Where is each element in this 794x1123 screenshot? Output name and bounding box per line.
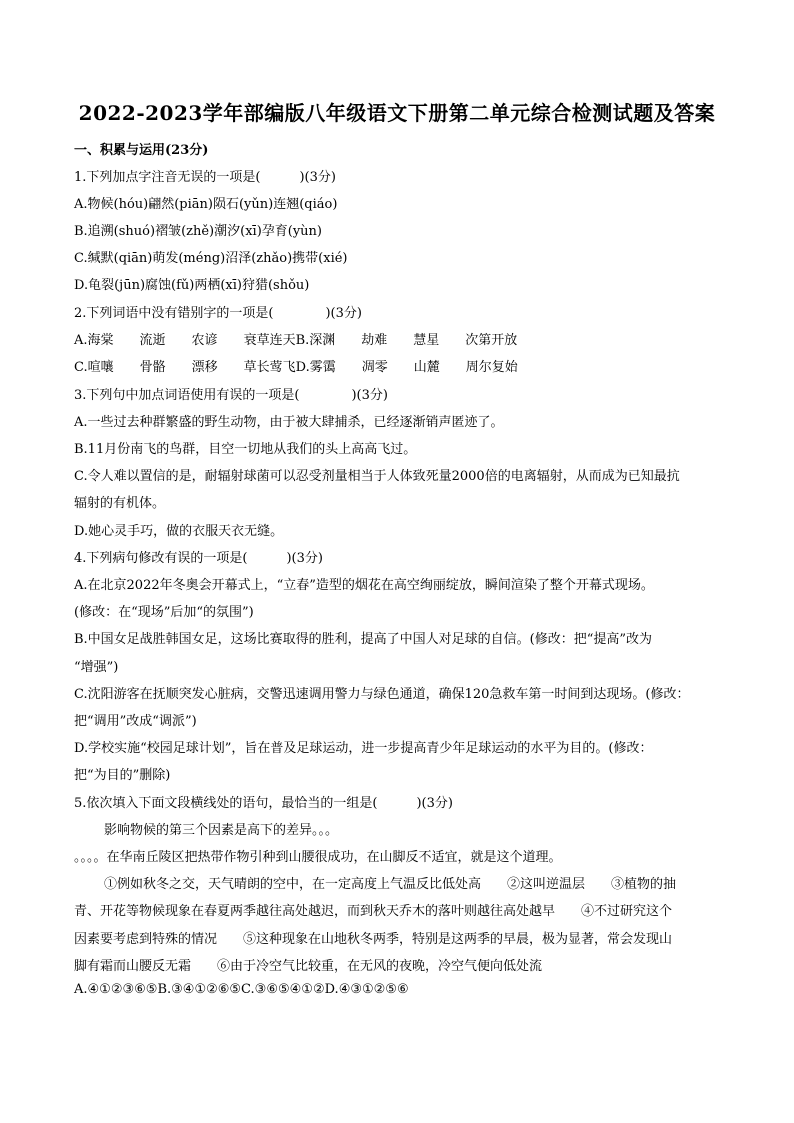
q1-option-a: A.物候(hóu)翩然(piān)陨石(yǔn)连翘(qiáo) (74, 197, 338, 212)
q4-option-c-cont: 把“调用”改成“调派”) (74, 714, 197, 729)
q2-word: A.海棠 (74, 333, 114, 348)
q2-word: 山麓 (413, 360, 440, 375)
q2-word: 次第开放 (465, 333, 518, 348)
q4-option-a-revision: (修改：在“现场”后加“的氛围”) (74, 605, 254, 620)
q4-option-b-cont: “增强”) (74, 660, 119, 675)
q5-passage-line: 脚有霜而山腰反无霜 ⑥由于冷空气比较重，在无风的夜晚，冷空气便向低处流 (74, 959, 543, 974)
q4-option-c: C.沈阳游客在抚顺突发心脏病，交警迅速调用警力与绿色通道，确保120急救车第一时间到达现场。(修改： (74, 687, 690, 702)
q3-option-a: A.一些过去种群繁盛的野生动物，由于被大肆捕杀，已经逐渐销声匿迹了。 (74, 415, 504, 430)
q3-option-c: C.令人难以置信的是，耐辐射球菌可以忍受剂量相当于人体致死量2000倍的电离辐射，从而成为已知最抗 (74, 469, 680, 484)
q2-word: 周尔复始 (465, 360, 518, 375)
q2-word: C.喧嚷 (74, 360, 114, 375)
q2-word: 慧星 (413, 333, 440, 348)
q1-option-b: B.追溯(shuó)褶皱(zhě)潮汐(xī)孕育(yùn) (74, 224, 322, 239)
q4-option-d-cont: 把“为目的”删除) (74, 768, 171, 783)
section-heading: 一、积累与运用(23分) (74, 143, 209, 158)
q5-passage-line: 影响物候的第三个因素是高下的差异。。。 (104, 823, 339, 838)
q2-word: 劫难 (361, 333, 388, 348)
q5-options: A.④①②③⑥⑤B.③④①②⑥⑤C.③⑥⑤④①②D.④③①②⑤⑥ (74, 982, 409, 997)
q4-option-a: A.在北京2022年冬奥会开幕式上，“立春”造型的烟花在高空绚丽绽放，瞬间渲染了整个开幕式现场。 (74, 578, 654, 593)
q5-passage-line: 青、开花等物候现象在春夏两季越往高处越迟，而到秋天乔木的落叶则越往高处越早 ④不过研究这个 (74, 904, 673, 919)
q1-option-c: C.缄默(qiān)萌发(méng)沼泽(zhǎo)携带(xié) (74, 251, 348, 266)
q2-word: 漂移 (191, 360, 218, 375)
q3-option-b: B.11月份南飞的鸟群，目空一切地从我们的头上高高飞过。 (74, 442, 417, 457)
q2-word: 骨骼 (139, 360, 166, 375)
q4-option-b: B.中国女足战胜韩国女足，这场比赛取得的胜利，提高了中国人对足球的自信。(修改：把“提高”改为 (74, 632, 653, 647)
q2-word: 衰草连天B.深渊 (243, 333, 336, 348)
q2-row-1 (74, 329, 517, 348)
q3-option-c-cont: 辐射的有机体。 (74, 496, 166, 511)
q2-word: 草长莺飞D.雾霭 (243, 360, 336, 375)
q3-stem: 3.下列句中加点词语使用有误的一项是( )(3分) (74, 388, 388, 403)
q2-word: 农谚 (191, 333, 218, 348)
document-title: 2022-2023学年部编版八年级语文下册第二单元综合检测试题及答案 (78, 101, 716, 125)
q1-option-d: D.龟裂(jūn)腐蚀(fǔ)两栖(xī)狩猎(shǒu) (74, 278, 310, 293)
q4-stem: 4.下列病句修改有误的一项是( )(3分) (74, 551, 323, 566)
q2-row-2 (74, 356, 518, 375)
q5-passage-line: 。。。。在华南丘陵区把热带作物引种到山腰很成功，在山脚反不适宜，就是这个道理。 (74, 850, 562, 865)
q2-word: 流逝 (139, 333, 166, 348)
q3-option-d: D.她心灵手巧，做的衣服天衣无缝。 (74, 524, 284, 539)
q5-stem: 5.依次填入下面文段横线处的语句，最恰当的一组是( )(3分) (74, 796, 453, 811)
q4-option-d: D.学校实施“校园足球计划”，旨在普及足球运动，进一步提高青少年足球运动的水平为目的。(修改： (74, 741, 653, 756)
q2-stem: 2.下列词语中没有错别字的一项是( )(3分) (74, 306, 362, 321)
q5-passage-line: 因素要考虑到特殊的情况 ⑤这种现象在山地秋冬两季，特别是这两季的早晨，极为显著，常会发现山 (74, 932, 673, 947)
q5-passage-line: ①例如秋冬之交，天气晴朗的空中，在一定高度上气温反比低处高 ②这叫逆温层 ③植物的抽 (104, 877, 677, 892)
q2-word: 凋零 (361, 360, 388, 375)
q1-stem: 1.下列加点字注音无误的一项是( )(3分) (74, 170, 336, 185)
